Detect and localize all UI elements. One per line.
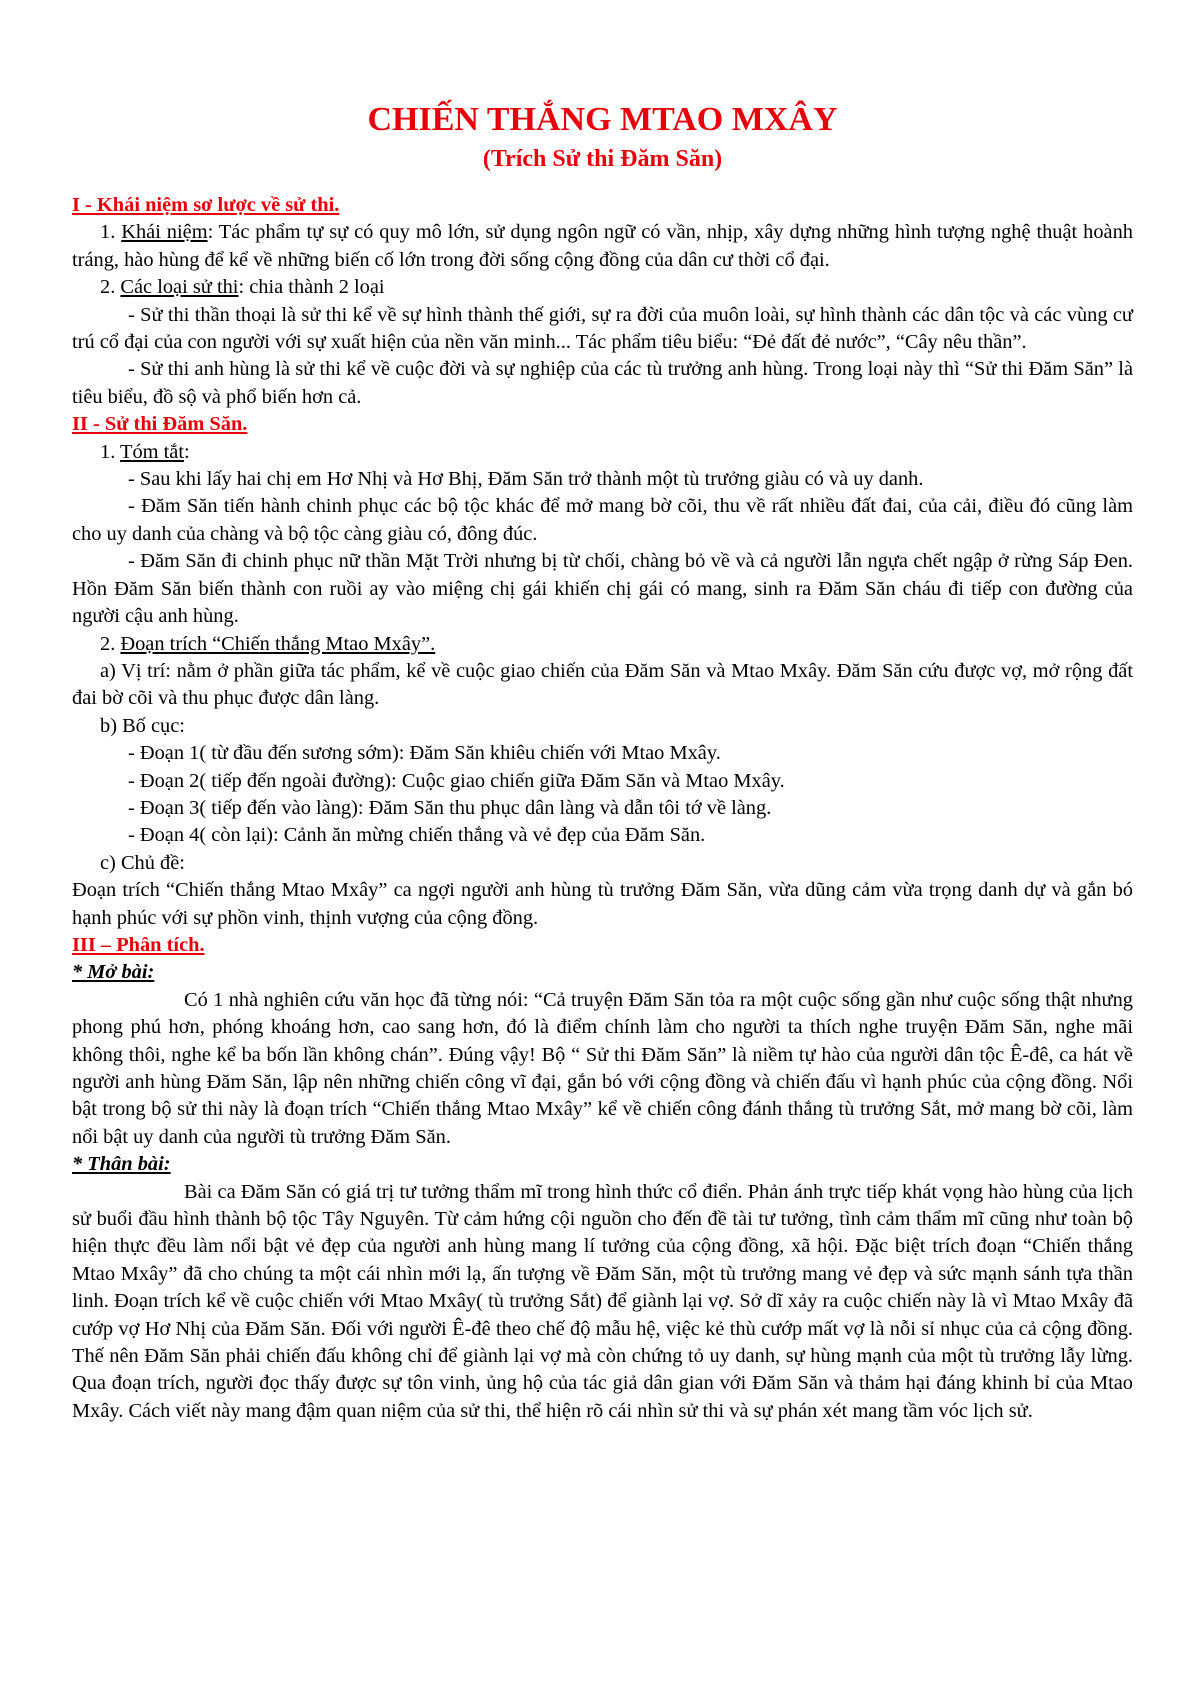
summary-label: Tóm tắt (120, 440, 185, 463)
paragraph-concept: 1. Khái niệm: Tác phẩm tự sự có quy mô lớn, sử dụng ngôn ngữ có vần, nhịp, xây dựng những hình tượng nghệ thuật hoành tráng, hào hùng để kể về những biến cố lớn trong đời sống cộng đồng của dân cư thời cổ đại. (72, 221, 1133, 271)
paragraph-hero-epic: - Sử thi anh hùng là sử thi kể về cuộc đời và sự nghiệp của các tù trưởng anh hùng. Trong loại này thì “Sử thi Đăm Săn” là tiêu biểu, đồ sộ và phổ biến hơn cả. (72, 358, 1133, 408)
paragraph-body: Bài ca Đăm Săn có giá trị tư tưởng thẩm mĩ trong hình thức cổ điển. Phản ánh trực tiếp khát vọng hào hùng của lịch sử buổi đầu hình thành bộ tộc Tây Nguyên. Từ cảm hứng cội nguồn cho đến đề tài tư tưởng, tình cảm thẩm mĩ cũng như toàn bộ hiện thực đều làm nổi bật vẻ đẹp của người anh hùng mang lí tưởng của cộng đồng, xã hội. Đặc biệt trích đoạn “Chiến thắng Mtao Mxây” đã cho chúng ta một cái nhìn mới lạ, ấn tượng về Đăm Săn, một tù trưởng mang vẻ đẹp và sức mạnh sánh tựa thần linh. Đoạn trích kể về cuộc chiến với Mtao Mxây( tù trưởng Sắt) để giành lại vợ. Sở dĩ xảy ra cuộc chiến này là vì Mtao Mxây đã cướp vợ Hơ Nhị của Đăm Săn. Đối với người Ê-đê theo chế độ mẫu hệ, việc kẻ thù cướp mất vợ là nỗi sỉ nhục của cả cộng đồng. Thế nên Đăm Săn phải chiến đấu không chỉ để giành lại vợ mà còn chứng tỏ uy danh, sự hùng mạnh của một tù trưởng lẫy lừng. Qua đoạn trích, người đọc thấy được sự tôn vinh, ủng hộ của tác giả dân gian với Đăm Săn và thảm hại đáng khinh bỉ của Mtao Mxây. Cách viết này mang đậm quan niệm của sử thi, thể hiện rõ cái nhìn sử thi và sự phán xét mang tầm vóc lịch sử. (72, 1180, 1133, 1422)
layout-item-3: - Đoạn 3( tiếp đến vào làng): Đăm Săn thu phục dân làng và dẫn tôi tớ về làng. (128, 796, 772, 819)
paragraph-myth-epic: - Sử thi thần thoại là sử thi kể về sự hình thành thế giới, sự ra đời của muôn loài, sự hình thành các dân tộc và các vùng cư trú cổ đại của con người với sự xuất hiện của nền văn minh... Tác phẩm tiêu biểu: “Đẻ đất đẻ nước”, “Cây nêu thần”. (72, 303, 1133, 354)
section-heading-3: III – Phân tích. (72, 933, 205, 956)
section-heading-2: II - Sử thi Đăm Săn. (72, 413, 248, 436)
layout-item-4: - Đoạn 4( còn lại): Cảnh ăn mừng chiến thắng và vẻ đẹp của Đăm Săn. (128, 824, 706, 847)
page-subtitle: (Trích Sử thi Đăm Săn) (482, 146, 723, 172)
paragraph-excerpt-label: 2. Đoạn trích “Chiến thắng Mtao Mxây”. (100, 632, 436, 655)
paragraph-summary-label: 1. Tóm tắt: (100, 440, 190, 463)
summary-bullet-2: - Đăm Săn tiến hành chinh phục các bộ tộc khác để mở mang bờ cõi, thu về rất nhiều đất đai, của cải, điều đó cũng làm cho uy danh của chàng và bộ tộc càng giàu có, đông đúc. (72, 495, 1133, 545)
layout-item-2: - Đoạn 2( tiếp đến ngoài đường): Cuộc giao chiến giữa Đăm Săn và Mtao Mxây. (128, 769, 785, 792)
paragraph-position: a) Vị trí: nằm ở phần giữa tác phẩm, kể về cuộc giao chiến của Đăm Săn và Mtao Mxây. Đăm Săn cứu được vợ, mở rộng đất đai bờ cõi và thu phục được dân làng. (72, 659, 1133, 710)
paragraph-intro: Có 1 nhà nghiên cứu văn học đã từng nói: “Cả truyện Đăm Săn tỏa ra một cuộc sống gần như cuộc sống thật nhưng phong phú hơn, phóng khoáng hơn, cao sang hơn, đó là điểm chính làm cho người ta thích nghe truyện Đăm Săn, nghe mãi không thôi, nghe kể ba bốn lần không chán”. Đúng vậy! Bộ “ Sử thi Đăm Săn” là niềm tự hào của người dân tộc Ê-đê, ca hát về người anh hùng Đăm Săn, lập nên những chiến công vĩ đại, gắn bó với cộng đồng và chiến đấu vì hạnh phúc của cộng đồng. Nổi bật trong bộ sử thi này là đoạn trích “Chiến thắng Mtao Mxây” kể về chiến công đánh thắng tù trưởng Sắt, mở mang bờ cõi, làm nổi bật uy danh của người tù trưởng Đăm Săn. (72, 988, 1133, 1148)
types-text: : chia thành 2 loại (238, 276, 385, 299)
paragraph-theme-text: Đoạn trích “Chiến thắng Mtao Mxây” ca ngợi người anh hùng tù trưởng Đăm Săn, vừa dũng cảm vừa trọng danh dự và gắn bó hạnh phúc với sự phồn vinh, thịnh vượng của cộng đồng. (72, 879, 1133, 929)
paragraph-types: 2. Các loại sử thi: chia thành 2 loại (100, 276, 385, 299)
types-label: Các loại sử thi (120, 276, 239, 299)
excerpt-label: Đoạn trích “Chiến thắng Mtao Mxây”. (120, 632, 436, 655)
body-heading: * Thân bài: (72, 1153, 171, 1176)
page-title: CHIẾN THẮNG MTAO MXÂY (367, 101, 838, 138)
concept-label: Khái niệm (121, 221, 208, 244)
intro-heading: * Mở bài: (72, 961, 155, 984)
section-heading-1: I - Khái niệm sơ lược về sử thi. (72, 194, 340, 216)
paragraph-layout-label: b) Bố cục: (100, 714, 185, 737)
summary-bullet-1: - Sau khi lấy hai chị em Hơ Nhị và Hơ Bhị, Đăm Săn trở thành một tù trưởng giàu có và uy danh. (128, 468, 924, 491)
paragraph-theme-label: c) Chủ đề: (100, 851, 185, 874)
layout-item-1: - Đoạn 1( từ đầu đến sương sớm): Đăm Săn khiêu chiến với Mtao Mxây. (128, 742, 721, 765)
summary-bullet-3: - Đăm Săn đi chinh phục nữ thần Mặt Trời nhưng bị từ chối, chàng bỏ về và cả người lẫn ngựa chết ngập ở rừng Sáp Đen. Hồn Đăm Săn biến thành con ruồi ay vào miệng chị gái khiến chị gái có mang, sinh ra Đăm Săn cháu đi tiếp con đường của người cậu anh hùng. (72, 550, 1133, 628)
concept-text: : Tác phẩm tự sự có quy mô lớn, sử dụng ngôn ngữ có vần, nhịp, xây dựng những hình tượng nghệ thuật hoành tráng, hào hùng để kể về những biến cố lớn trong đời sống cộng đồng của dân cư thời cổ đại. (72, 221, 1133, 271)
